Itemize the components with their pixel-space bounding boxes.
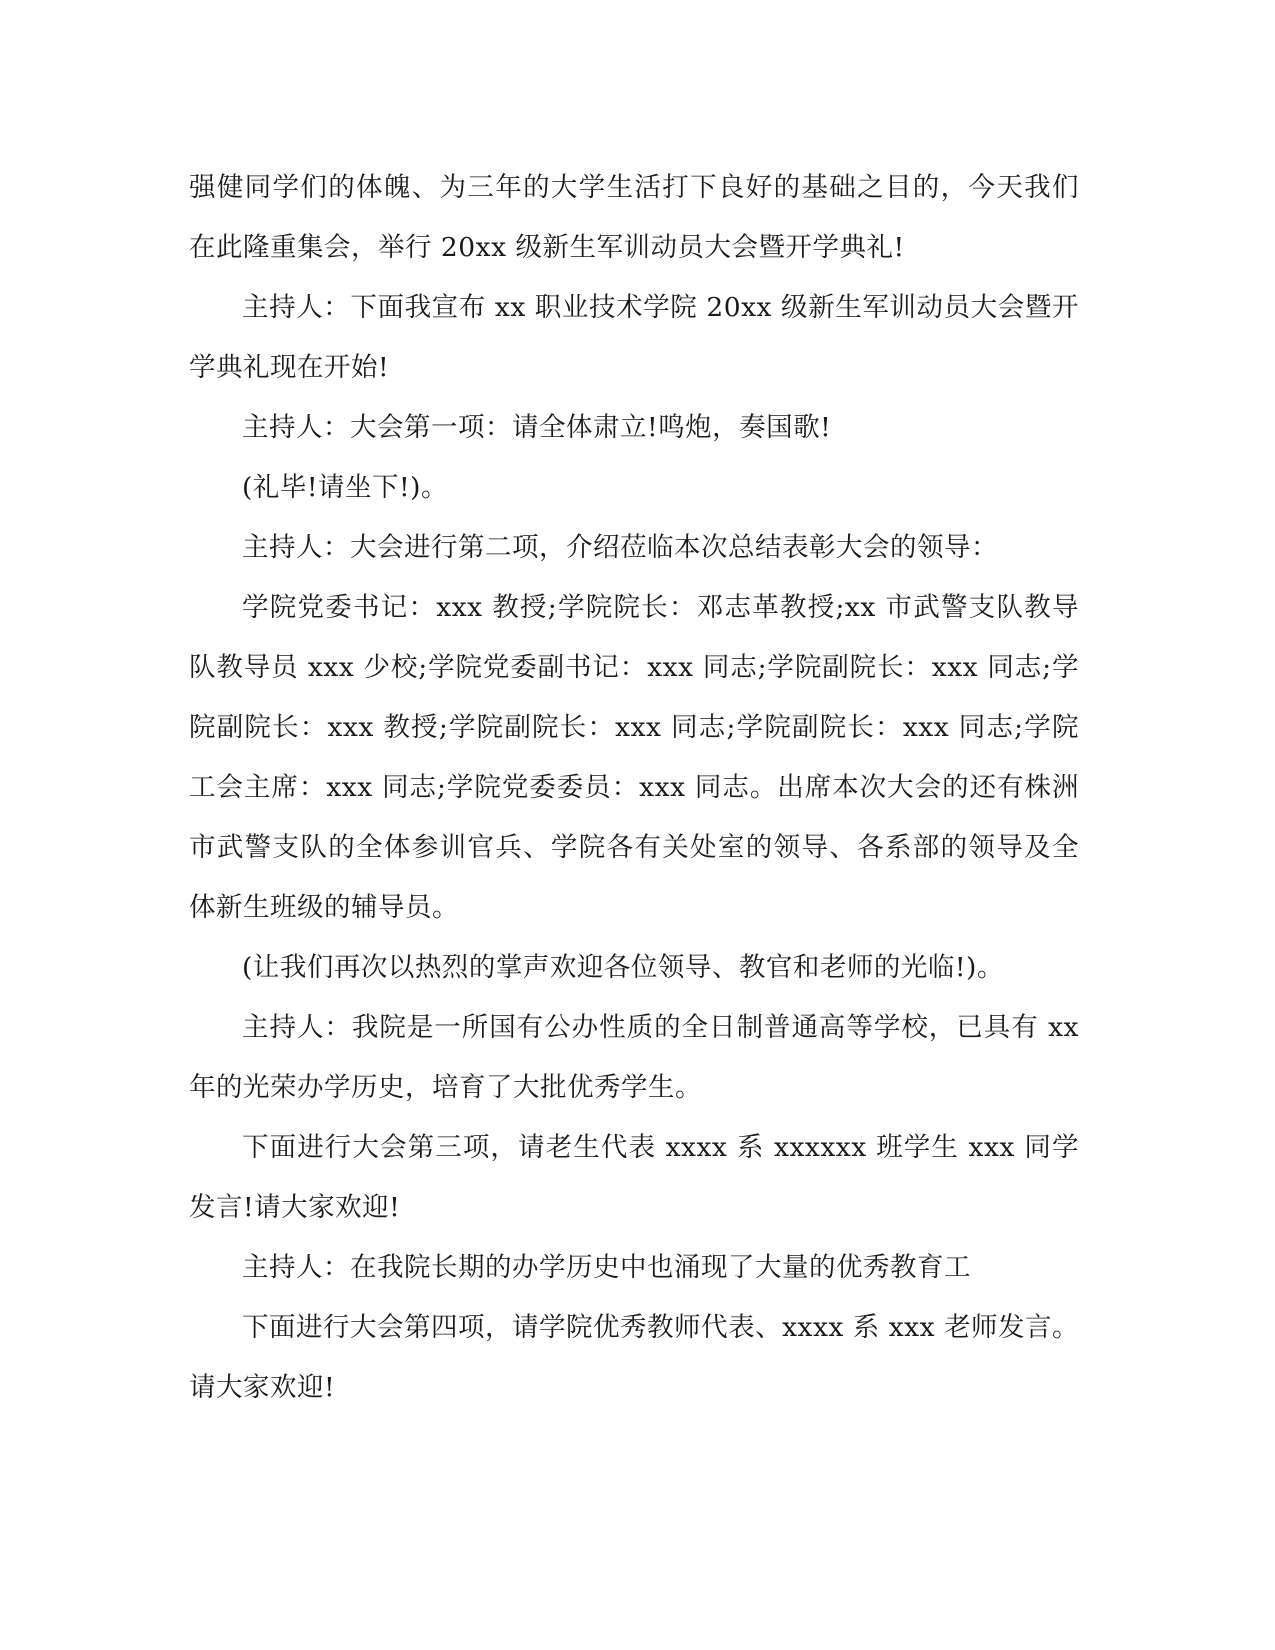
paragraph-teachers-intro: 主持人：在我院长期的办学历史中也涌现了大量的优秀教育工 xyxy=(242,1252,971,1283)
paragraph-applause: (让我们再次以热烈的掌声欢迎各位领导、教官和老师的光临!)。 xyxy=(242,952,1004,983)
paragraph-item-two: 主持人：大会进行第二项，介绍莅临本次总结表彰大会的领导： xyxy=(242,532,998,563)
paragraph-announcement: 主持人：下面我宣布 xx 职业技术学院 20xx 级新生军训动员大会暨开学典礼现在开始! xyxy=(189,292,1079,383)
document-body xyxy=(189,158,1079,1418)
paragraph-item-three: 下面进行大会第三项，请老生代表 xxxx 系 xxxxxx 班学生 xxx 同学发言!请大家欢迎! xyxy=(189,1132,1079,1223)
paragraph-item-one: 主持人：大会第一项：请全体肃立!鸣炮，奏国歌! xyxy=(242,412,832,443)
paragraph-school-intro: 主持人：我院是一所国有公办性质的全日制普通高等学校，已具有 xx 年的光荣办学历史，培育了大批优秀学生。 xyxy=(189,1012,1079,1103)
paragraph-opening: 强健同学们的体魄、为三年的大学生活打下良好的基础之目的，今天我们在此隆重集会，举行 20xx 级新生军训动员大会暨开学典礼! xyxy=(189,172,1079,263)
paragraph-be-seated: (礼毕!请坐下!)。 xyxy=(242,472,448,503)
paragraph-leaders-list: 学院党委书记：xxx 教授;学院院长：邓志革教授;xx 市武警支队教导队教导员 xxx 少校;学院党委副书记：xxx 同志;学院副院长：xxx 同志;学院副院长：xxx 教授;学院副院长：xxx 同志;学院副院长：xxx 同志;学院工会主席：xxx 同志;学院党委委员：xxx 同志。出席本次大会的还有株洲市武警支队的全体参训官兵、学院各有关处室的领导、各系部的领导及全体新生班级的辅导员。 xyxy=(189,592,1079,923)
paragraph-item-four: 下面进行大会第四项，请学院优秀教师代表、xxxx 系 xxx 老师发言。请大家欢迎! xyxy=(189,1312,1079,1403)
